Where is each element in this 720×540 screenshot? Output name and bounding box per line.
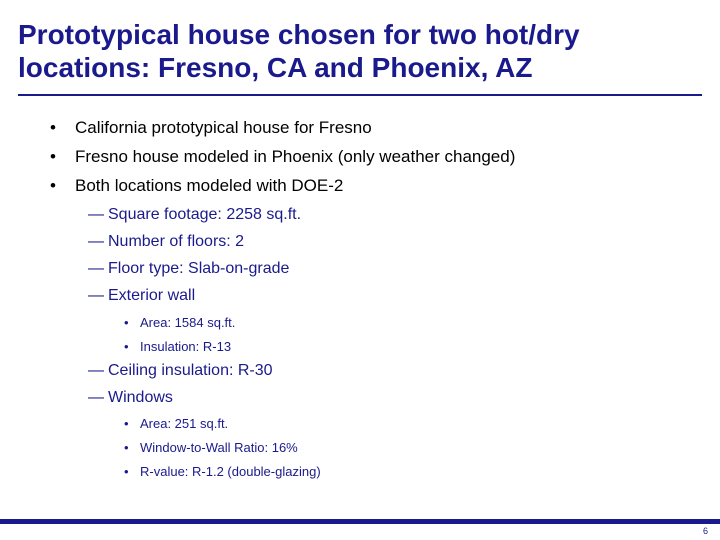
sub-item-text: Exterior wall	[108, 287, 196, 304]
detail-wall-insulation	[124, 339, 231, 354]
title-line-1: Prototypical house chosen for two hot/dry	[18, 19, 580, 50]
dash-marker: —	[88, 233, 104, 250]
bullet-text: Both locations modeled with DOE-2	[75, 176, 344, 195]
sub-item-windows	[88, 389, 173, 407]
detail-text: Window-to-Wall Ratio: 16%	[140, 440, 298, 455]
dash-marker: —	[88, 389, 104, 406]
detail-window-ratio	[124, 440, 298, 455]
bullet-marker: •	[124, 464, 129, 479]
dash-marker: —	[88, 362, 104, 379]
detail-text: R-value: R-1.2 (double-glazing)	[140, 464, 321, 479]
footer-bar	[0, 519, 720, 524]
bullet-marker: •	[50, 176, 56, 195]
bullet-phoenix-model	[50, 147, 515, 167]
bullet-text: California prototypical house for Fresno	[75, 118, 372, 137]
dash-marker: —	[88, 260, 104, 277]
dash-marker: —	[88, 287, 104, 304]
detail-window-rvalue	[124, 464, 321, 479]
bullet-marker: •	[50, 147, 56, 166]
detail-window-area	[124, 416, 228, 431]
bullet-marker: •	[124, 440, 129, 455]
detail-text: Area: 251 sq.ft.	[140, 416, 229, 431]
sub-item-ceiling	[88, 362, 273, 380]
sub-item-square-footage	[88, 206, 301, 224]
bullet-fresno-house	[50, 118, 372, 138]
sub-item-text: Ceiling insulation: R-30	[108, 362, 273, 379]
dash-marker: —	[88, 206, 104, 223]
detail-text: Insulation: R-13	[140, 339, 232, 354]
title-underline	[18, 94, 702, 96]
sub-item-text: Windows	[108, 389, 173, 406]
sub-item-floors	[88, 233, 244, 251]
sub-item-text: Square footage: 2258 sq.ft.	[108, 206, 302, 223]
bullet-marker: •	[124, 416, 129, 431]
title-line-2: locations: Fresno, CA and Phoenix, AZ	[18, 52, 533, 83]
sub-item-floor-type	[88, 260, 289, 278]
bullet-marker: •	[50, 118, 56, 137]
detail-wall-area	[124, 315, 235, 330]
sub-item-text: Floor type: Slab-on-grade	[108, 260, 290, 277]
sub-item-text: Number of floors: 2	[108, 233, 245, 250]
detail-text: Area: 1584 sq.ft.	[140, 315, 236, 330]
bullet-doe2	[50, 176, 343, 196]
page-number: 6	[702, 526, 708, 536]
slide-title	[18, 18, 708, 84]
bullet-marker: •	[124, 315, 129, 330]
bullet-marker: •	[124, 339, 129, 354]
sub-item-exterior-wall	[88, 287, 195, 305]
bullet-text: Fresno house modeled in Phoenix (only weather changed)	[75, 147, 516, 166]
